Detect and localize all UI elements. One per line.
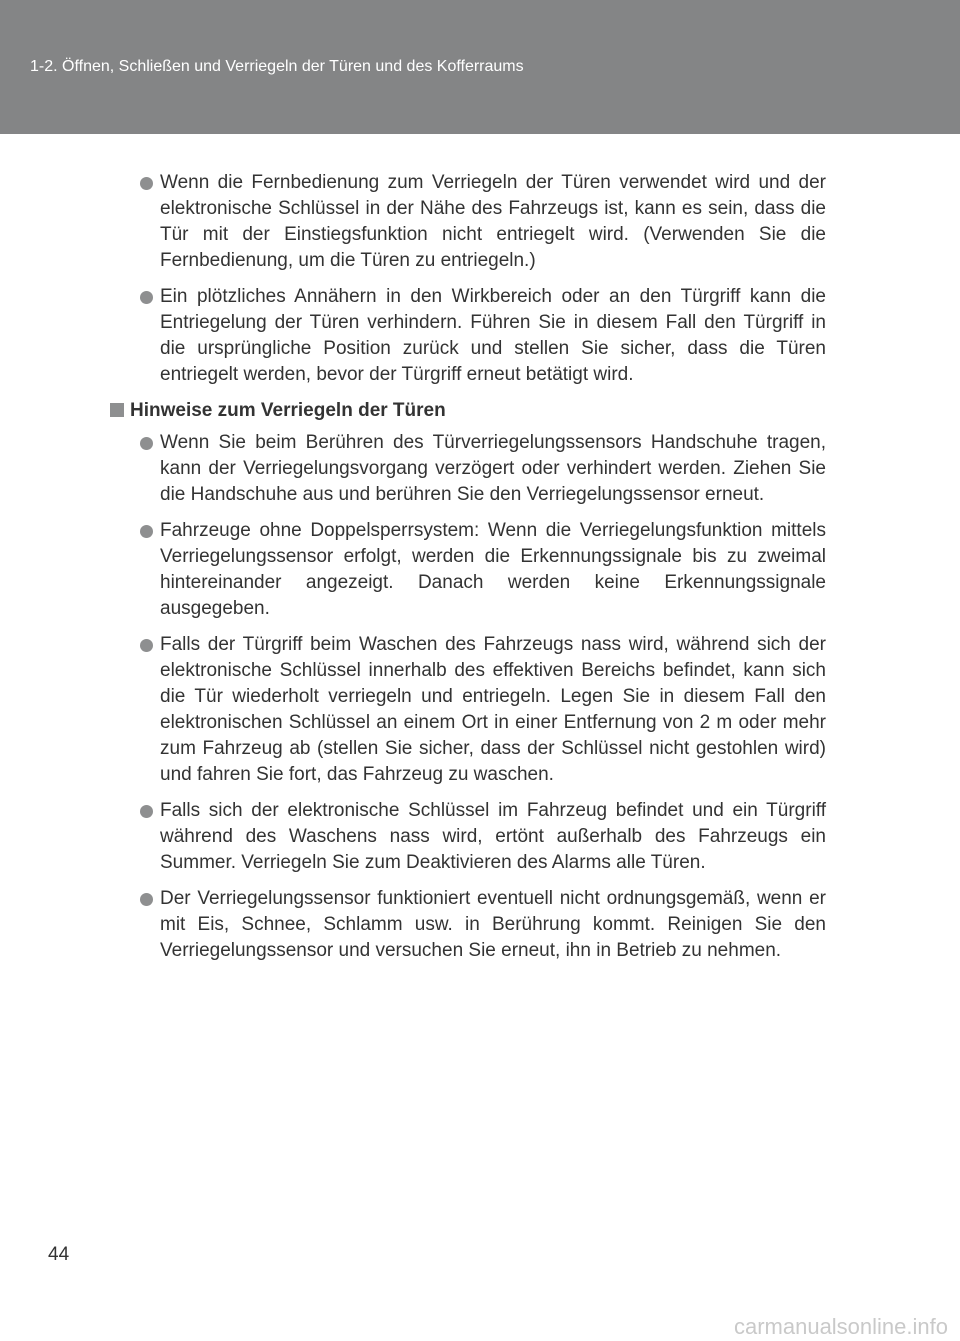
list-item-text: Der Verriegelungssensor funktioniert eventuell nicht ordnungsgemäß, wenn er mit Eis, Schnee, Schlamm usw. in Berührung kommt. Reinigen Sie den Verriegelungssensor und versuchen Sie erneut, ihn in Betrieb zu nehmen. (160, 888, 826, 961)
section-heading (108, 398, 826, 424)
list-item-text: Falls sich der elektronische Schlüssel im Fahrzeug befindet und ein Türgriff während des Waschens nass wird, ertönt außerhalb des Fahrzeugs ein Summer. Verriegeln Sie zum Deaktivieren des Alarms alle Türen. (160, 800, 826, 873)
list-item-text: Ein plötzliches Annähern in den Wirkbereich oder an den Türgriff kann die Entriegelung der Türen verhindern. Führen Sie in diesem Fall den Türgriff in die ursprüngliche Position zurück und stellen Sie sicher, dass die Türen entriegelt werden, bevor der Türgriff erneut betätigt wird. (160, 286, 826, 385)
bullet-dot-icon (140, 639, 153, 652)
bullet-dot-icon (140, 437, 153, 450)
bullet-dot-icon (140, 893, 153, 906)
page-number: 44 (48, 1244, 70, 1265)
bullet-dot-icon (140, 291, 153, 304)
square-marker-icon (110, 403, 124, 417)
list-item-text: Wenn die Fernbedienung zum Verriegeln der Türen verwendet wird und der elektronische Schlüssel in der Nähe des Fahrzeugs ist, kann es sein, dass die Tür mit der Einstiegsfunktion nicht entriegelt wird. (Verwenden Sie die Fernbedienung, um die Türen zu entriegeln.) (160, 172, 826, 271)
list-item (108, 430, 826, 508)
list-item-text: Falls der Türgriff beim Waschen des Fahrzeugs nass wird, während sich der elektronische Schlüssel innerhalb des effektiven Bereichs befindet, kann sich die Tür wiederholt verriegeln und entriegeln. Legen Sie in diesem Fall den elektronischen Schlüssel an einem Ort in einer Entfernung von 2 m oder mehr zum Fahrzeug ab (stellen Sie sicher, dass der Schlüssel nicht gestohlen wird) und fahren Sie fort, das Fahrzeug zu waschen. (160, 634, 826, 785)
list-item-text: Wenn Sie beim Berühren des Türverriegelungssensors Handschuhe tragen, kann der Verriegelungsvorgang verzögert oder verhindert werden. Ziehen Sie die Handschuhe aus und berühren Sie den Verriegelungssensor erneut. (160, 432, 826, 505)
bullet-dot-icon (140, 177, 153, 190)
list-item-text: Fahrzeuge ohne Doppelsperrsystem: Wenn die Verriegelungsfunktion mittels Verriegelungssensor erfolgt, werden die Erkennungssignale bis zu zweimal hintereinander angezeigt. Danach werden keine Erkennungssignale ausgegeben. (160, 520, 826, 619)
chapter-header-band (0, 0, 960, 134)
bullet-dot-icon (140, 525, 153, 538)
list-item (108, 518, 826, 622)
chapter-title: 1-2. Öffnen, Schließen und Verriegeln der Türen und des Kofferraums (30, 58, 524, 75)
section-heading-text: Hinweise zum Verriegeln der Türen (130, 400, 446, 421)
bullet-dot-icon (140, 805, 153, 818)
watermark-text: carmanualsonline.info (733, 1314, 948, 1339)
list-item (108, 170, 826, 274)
list-item (108, 284, 826, 388)
list-item (108, 886, 826, 964)
page-content (108, 170, 826, 974)
list-item (108, 632, 826, 788)
list-item (108, 798, 826, 876)
